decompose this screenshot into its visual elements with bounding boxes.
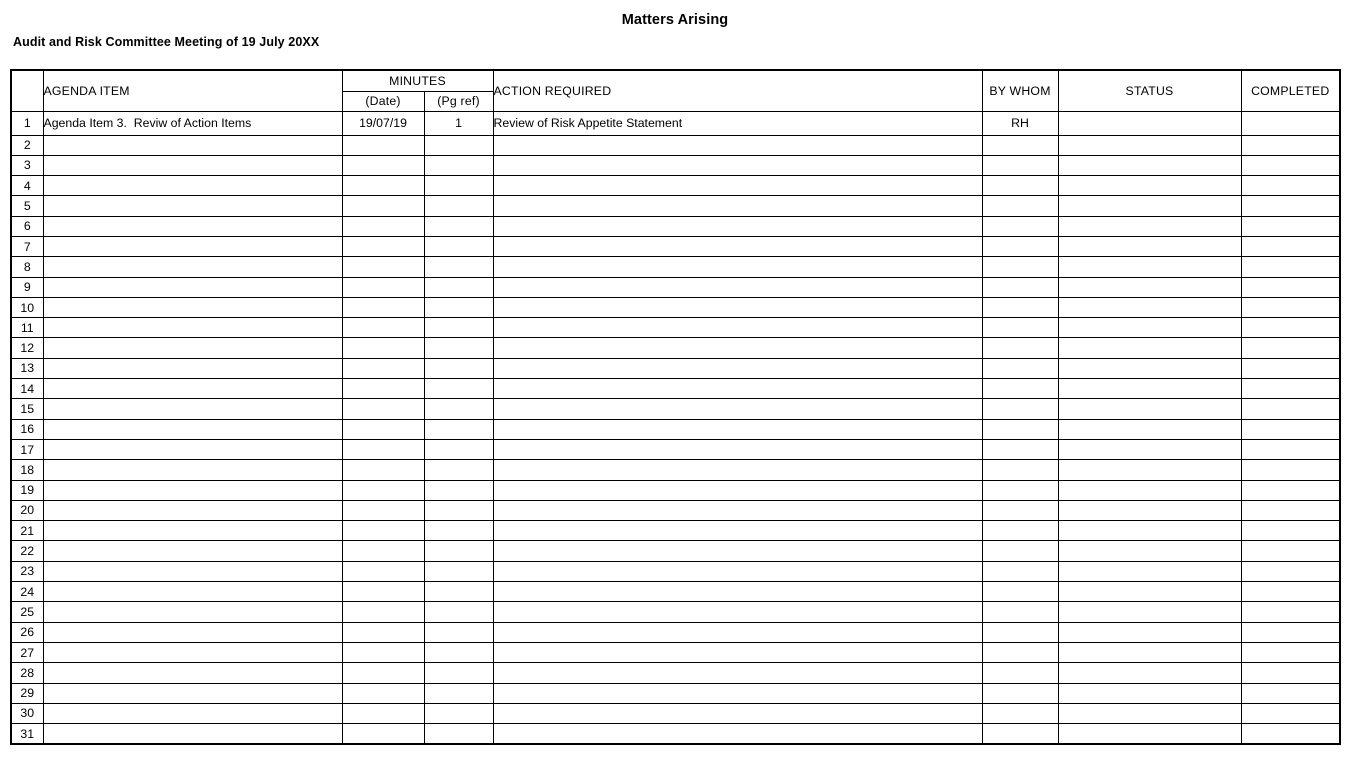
by-whom-cell[interactable]: [982, 724, 1058, 744]
table-row[interactable]: [11, 216, 1340, 236]
agenda-item-cell[interactable]: [43, 196, 342, 216]
agenda-item-cell[interactable]: [43, 399, 342, 419]
action-required-cell[interactable]: [493, 561, 982, 581]
minutes-pg-ref-cell[interactable]: [424, 460, 493, 480]
table-row[interactable]: [11, 135, 1340, 155]
minutes-date-cell[interactable]: [342, 297, 424, 317]
action-required-cell[interactable]: [493, 683, 982, 703]
minutes-date-cell[interactable]: [342, 460, 424, 480]
action-required-cell[interactable]: [493, 399, 982, 419]
minutes-date-cell[interactable]: [342, 399, 424, 419]
by-whom-cell[interactable]: [982, 338, 1058, 358]
minutes-pg-ref-cell[interactable]: [424, 642, 493, 662]
table-row[interactable]: [11, 642, 1340, 662]
status-cell[interactable]: [1058, 460, 1241, 480]
minutes-pg-ref-cell[interactable]: [424, 724, 493, 744]
agenda-item-cell[interactable]: [43, 724, 342, 744]
by-whom-cell[interactable]: [982, 622, 1058, 642]
by-whom-cell[interactable]: [982, 196, 1058, 216]
table-row[interactable]: [11, 582, 1340, 602]
action-required-cell[interactable]: [493, 379, 982, 399]
action-required-cell[interactable]: [493, 257, 982, 277]
by-whom-cell[interactable]: [982, 541, 1058, 561]
agenda-item-cell[interactable]: [43, 602, 342, 622]
minutes-pg-ref-cell[interactable]: [424, 379, 493, 399]
agenda-item-cell[interactable]: [43, 541, 342, 561]
minutes-date-cell[interactable]: [342, 582, 424, 602]
status-cell[interactable]: [1058, 358, 1241, 378]
by-whom-cell[interactable]: [982, 135, 1058, 155]
agenda-item-cell[interactable]: [43, 582, 342, 602]
completed-cell[interactable]: [1241, 663, 1340, 683]
minutes-pg-ref-cell[interactable]: [424, 155, 493, 175]
row-number-cell: 21: [11, 521, 43, 541]
by-whom-cell[interactable]: [982, 703, 1058, 723]
agenda-item-cell[interactable]: Agenda Item 3. Reviw of Action Items: [43, 111, 342, 135]
agenda-item-cell[interactable]: [43, 155, 342, 175]
by-whom-cell[interactable]: [982, 602, 1058, 622]
completed-cell[interactable]: [1241, 338, 1340, 358]
completed-cell[interactable]: [1241, 561, 1340, 581]
minutes-date-cell[interactable]: [342, 703, 424, 723]
agenda-item-cell[interactable]: [43, 358, 342, 378]
completed-cell[interactable]: [1241, 111, 1340, 135]
completed-cell[interactable]: [1241, 277, 1340, 297]
completed-cell[interactable]: [1241, 419, 1340, 439]
agenda-item-cell[interactable]: [43, 257, 342, 277]
row-number-cell: 11: [11, 318, 43, 338]
column-header-agenda-item: AGENDA ITEM: [43, 70, 342, 111]
by-whom-cell[interactable]: [982, 216, 1058, 236]
completed-cell[interactable]: [1241, 358, 1340, 378]
minutes-pg-ref-cell[interactable]: [424, 582, 493, 602]
row-number-cell: 16: [11, 419, 43, 439]
row-number-cell: 22: [11, 541, 43, 561]
by-whom-cell[interactable]: [982, 399, 1058, 419]
agenda-item-cell[interactable]: [43, 277, 342, 297]
completed-cell[interactable]: [1241, 155, 1340, 175]
minutes-pg-ref-cell[interactable]: [424, 196, 493, 216]
table-row[interactable]: [11, 277, 1340, 297]
column-header-completed: COMPLETED: [1241, 70, 1340, 111]
row-number-cell: 7: [11, 236, 43, 256]
status-cell[interactable]: [1058, 318, 1241, 338]
by-whom-cell[interactable]: [982, 460, 1058, 480]
by-whom-cell[interactable]: RH: [982, 111, 1058, 135]
minutes-pg-ref-cell[interactable]: [424, 176, 493, 196]
row-number-cell: 23: [11, 561, 43, 581]
action-required-cell[interactable]: [493, 521, 982, 541]
table-row[interactable]: [11, 257, 1340, 277]
status-cell[interactable]: [1058, 111, 1241, 135]
completed-cell[interactable]: [1241, 683, 1340, 703]
matters-arising-table: [10, 69, 1341, 745]
action-required-cell[interactable]: [493, 216, 982, 236]
completed-cell[interactable]: [1241, 582, 1340, 602]
column-header-action-required: ACTION REQUIRED: [493, 70, 982, 111]
action-required-cell[interactable]: [493, 582, 982, 602]
row-number-cell: 8: [11, 257, 43, 277]
status-cell[interactable]: [1058, 419, 1241, 439]
agenda-item-cell[interactable]: [43, 379, 342, 399]
status-cell[interactable]: [1058, 582, 1241, 602]
row-number-cell: 29: [11, 683, 43, 703]
row-number-cell: 14: [11, 379, 43, 399]
row-number-cell: 30: [11, 703, 43, 723]
completed-cell[interactable]: [1241, 236, 1340, 256]
row-number-cell: 13: [11, 358, 43, 378]
table-row[interactable]: [11, 297, 1340, 317]
completed-cell[interactable]: [1241, 724, 1340, 744]
by-whom-cell[interactable]: [982, 236, 1058, 256]
minutes-pg-ref-cell[interactable]: [424, 277, 493, 297]
action-required-cell[interactable]: [493, 541, 982, 561]
row-number-cell: 10: [11, 297, 43, 317]
minutes-date-cell[interactable]: [342, 155, 424, 175]
completed-cell[interactable]: [1241, 399, 1340, 419]
agenda-item-cell[interactable]: [43, 176, 342, 196]
minutes-pg-ref-cell[interactable]: [424, 338, 493, 358]
status-cell[interactable]: [1058, 703, 1241, 723]
table-row[interactable]: [11, 419, 1340, 439]
completed-cell[interactable]: [1241, 541, 1340, 561]
completed-cell[interactable]: [1241, 379, 1340, 399]
by-whom-cell[interactable]: [982, 439, 1058, 459]
status-cell[interactable]: [1058, 155, 1241, 175]
action-required-cell[interactable]: [493, 724, 982, 744]
status-cell[interactable]: [1058, 176, 1241, 196]
table-row[interactable]: [11, 439, 1340, 459]
by-whom-cell[interactable]: [982, 582, 1058, 602]
by-whom-cell[interactable]: [982, 358, 1058, 378]
table-row[interactable]: [11, 338, 1340, 358]
minutes-pg-ref-cell[interactable]: [424, 399, 493, 419]
completed-cell[interactable]: [1241, 439, 1340, 459]
table-row[interactable]: [11, 460, 1340, 480]
column-header-by-whom: BY WHOM: [982, 70, 1058, 111]
minutes-pg-ref-cell[interactable]: [424, 622, 493, 642]
table-row[interactable]: [11, 480, 1340, 500]
by-whom-cell[interactable]: [982, 500, 1058, 520]
row-number-cell: 5: [11, 196, 43, 216]
status-cell[interactable]: [1058, 683, 1241, 703]
minutes-date-cell[interactable]: [342, 135, 424, 155]
row-number-cell: 28: [11, 663, 43, 683]
status-cell[interactable]: [1058, 521, 1241, 541]
minutes-pg-ref-cell[interactable]: [424, 318, 493, 338]
status-cell[interactable]: [1058, 622, 1241, 642]
row-number-cell: 9: [11, 277, 43, 297]
minutes-date-cell[interactable]: [342, 561, 424, 581]
minutes-date-cell[interactable]: [342, 439, 424, 459]
table-row[interactable]: [11, 561, 1340, 581]
by-whom-cell[interactable]: [982, 379, 1058, 399]
completed-cell[interactable]: [1241, 602, 1340, 622]
completed-cell[interactable]: [1241, 297, 1340, 317]
status-cell[interactable]: [1058, 196, 1241, 216]
status-cell[interactable]: [1058, 297, 1241, 317]
minutes-date-cell[interactable]: [342, 642, 424, 662]
row-number-cell: 1: [11, 111, 43, 135]
completed-cell[interactable]: [1241, 216, 1340, 236]
action-required-cell[interactable]: [493, 663, 982, 683]
action-required-cell[interactable]: [493, 460, 982, 480]
agenda-item-cell[interactable]: [43, 419, 342, 439]
status-cell[interactable]: [1058, 257, 1241, 277]
table-row[interactable]: [11, 521, 1340, 541]
minutes-date-cell[interactable]: [342, 338, 424, 358]
action-required-cell[interactable]: [493, 196, 982, 216]
minutes-date-cell[interactable]: [342, 663, 424, 683]
action-required-cell[interactable]: [493, 135, 982, 155]
table-row[interactable]: [11, 500, 1340, 520]
status-cell[interactable]: [1058, 338, 1241, 358]
action-required-cell[interactable]: [493, 338, 982, 358]
minutes-date-cell[interactable]: [342, 236, 424, 256]
action-required-cell[interactable]: [493, 419, 982, 439]
minutes-pg-ref-cell[interactable]: 1: [424, 111, 493, 135]
agenda-item-cell[interactable]: [43, 297, 342, 317]
status-cell[interactable]: [1058, 663, 1241, 683]
action-required-cell[interactable]: [493, 602, 982, 622]
row-number-cell: 17: [11, 439, 43, 459]
action-required-cell[interactable]: [493, 703, 982, 723]
by-whom-cell[interactable]: [982, 257, 1058, 277]
table-row[interactable]: [11, 379, 1340, 399]
status-cell[interactable]: [1058, 480, 1241, 500]
row-number-cell: 12: [11, 338, 43, 358]
matters-arising-sheet: [10, 69, 1339, 745]
status-cell[interactable]: [1058, 602, 1241, 622]
minutes-date-cell[interactable]: [342, 318, 424, 338]
table-header: [11, 70, 1340, 111]
by-whom-cell[interactable]: [982, 318, 1058, 338]
completed-cell[interactable]: [1241, 642, 1340, 662]
action-required-cell[interactable]: Review of Risk Appetite Statement: [493, 111, 982, 135]
action-required-cell[interactable]: [493, 277, 982, 297]
action-required-cell[interactable]: [493, 622, 982, 642]
agenda-item-cell[interactable]: [43, 561, 342, 581]
agenda-item-cell[interactable]: [43, 338, 342, 358]
minutes-date-cell[interactable]: [342, 622, 424, 642]
minutes-date-cell[interactable]: [342, 683, 424, 703]
status-cell[interactable]: [1058, 642, 1241, 662]
table-row[interactable]: [11, 399, 1340, 419]
table-row[interactable]: [11, 602, 1340, 622]
completed-cell[interactable]: [1241, 703, 1340, 723]
minutes-date-cell[interactable]: 19/07/19: [342, 111, 424, 135]
minutes-date-cell[interactable]: [342, 257, 424, 277]
minutes-pg-ref-cell[interactable]: [424, 541, 493, 561]
completed-cell[interactable]: [1241, 480, 1340, 500]
row-number-cell: 4: [11, 176, 43, 196]
minutes-pg-ref-cell[interactable]: [424, 683, 493, 703]
action-required-cell[interactable]: [493, 176, 982, 196]
action-required-cell[interactable]: [493, 236, 982, 256]
row-number-cell: 6: [11, 216, 43, 236]
minutes-date-cell[interactable]: [342, 480, 424, 500]
agenda-item-cell[interactable]: [43, 216, 342, 236]
minutes-pg-ref-cell[interactable]: [424, 439, 493, 459]
table-row[interactable]: [11, 318, 1340, 338]
agenda-item-cell[interactable]: [43, 236, 342, 256]
row-number-cell: 27: [11, 642, 43, 662]
minutes-date-cell[interactable]: [342, 358, 424, 378]
column-header-minutes-pg-ref: (Pg ref): [424, 91, 493, 111]
page-title: Matters Arising: [621, 12, 729, 28]
by-whom-cell[interactable]: [982, 561, 1058, 581]
minutes-date-cell[interactable]: [342, 277, 424, 297]
table-row[interactable]: [11, 176, 1340, 196]
completed-cell[interactable]: [1241, 622, 1340, 642]
minutes-pg-ref-cell[interactable]: [424, 602, 493, 622]
agenda-item-cell[interactable]: [43, 460, 342, 480]
agenda-item-cell[interactable]: [43, 642, 342, 662]
table-row[interactable]: [11, 358, 1340, 378]
action-required-cell[interactable]: [493, 480, 982, 500]
column-header-status: STATUS: [1058, 70, 1241, 111]
minutes-pg-ref-cell[interactable]: [424, 236, 493, 256]
table-row[interactable]: [11, 111, 1340, 135]
row-number-cell: 25: [11, 602, 43, 622]
meeting-subtitle: Audit and Risk Committee Meeting of 19 July 20XX: [13, 35, 320, 49]
row-number-cell: 3: [11, 155, 43, 175]
agenda-item-cell[interactable]: [43, 500, 342, 520]
row-number-cell: 26: [11, 622, 43, 642]
column-header-minutes-date: (Date): [342, 91, 424, 111]
agenda-item-cell[interactable]: [43, 622, 342, 642]
minutes-pg-ref-cell[interactable]: [424, 663, 493, 683]
by-whom-cell[interactable]: [982, 297, 1058, 317]
minutes-date-cell[interactable]: [342, 602, 424, 622]
agenda-item-cell[interactable]: [43, 683, 342, 703]
agenda-item-cell[interactable]: [43, 663, 342, 683]
header-row-primary: [11, 70, 1340, 91]
row-number-cell: 19: [11, 480, 43, 500]
action-required-cell[interactable]: [493, 358, 982, 378]
status-cell[interactable]: [1058, 399, 1241, 419]
by-whom-cell[interactable]: [982, 521, 1058, 541]
by-whom-cell[interactable]: [982, 642, 1058, 662]
minutes-date-cell[interactable]: [342, 521, 424, 541]
agenda-item-cell[interactable]: [43, 439, 342, 459]
minutes-date-cell[interactable]: [342, 176, 424, 196]
action-required-cell[interactable]: [493, 439, 982, 459]
table-row[interactable]: [11, 622, 1340, 642]
minutes-pg-ref-cell[interactable]: [424, 216, 493, 236]
completed-cell[interactable]: [1241, 135, 1340, 155]
by-whom-cell[interactable]: [982, 277, 1058, 297]
status-cell[interactable]: [1058, 379, 1241, 399]
minutes-date-cell[interactable]: [342, 216, 424, 236]
agenda-item-cell[interactable]: [43, 135, 342, 155]
by-whom-cell[interactable]: [982, 176, 1058, 196]
agenda-item-cell[interactable]: [43, 703, 342, 723]
table-row[interactable]: [11, 196, 1340, 216]
action-required-cell[interactable]: [493, 155, 982, 175]
action-required-cell[interactable]: [493, 500, 982, 520]
table-row[interactable]: [11, 541, 1340, 561]
column-header-minutes: MINUTES: [342, 70, 493, 91]
status-cell[interactable]: [1058, 236, 1241, 256]
minutes-pg-ref-cell[interactable]: [424, 703, 493, 723]
by-whom-cell[interactable]: [982, 683, 1058, 703]
table-row[interactable]: [11, 663, 1340, 683]
row-number-cell: 18: [11, 460, 43, 480]
table-row[interactable]: [11, 236, 1340, 256]
status-cell[interactable]: [1058, 724, 1241, 744]
action-required-cell[interactable]: [493, 297, 982, 317]
minutes-date-cell[interactable]: [342, 724, 424, 744]
minutes-pg-ref-cell[interactable]: [424, 480, 493, 500]
minutes-pg-ref-cell[interactable]: [424, 419, 493, 439]
minutes-pg-ref-cell[interactable]: [424, 297, 493, 317]
completed-cell[interactable]: [1241, 196, 1340, 216]
minutes-date-cell[interactable]: [342, 419, 424, 439]
completed-cell[interactable]: [1241, 318, 1340, 338]
completed-cell[interactable]: [1241, 176, 1340, 196]
row-number-cell: 31: [11, 724, 43, 744]
row-number-cell: 2: [11, 135, 43, 155]
by-whom-cell[interactable]: [982, 155, 1058, 175]
table-row[interactable]: [11, 155, 1340, 175]
by-whom-cell[interactable]: [982, 419, 1058, 439]
table-body: [11, 111, 1340, 744]
status-cell[interactable]: [1058, 541, 1241, 561]
row-number-cell: 24: [11, 582, 43, 602]
minutes-pg-ref-cell[interactable]: [424, 521, 493, 541]
status-cell[interactable]: [1058, 216, 1241, 236]
status-cell[interactable]: [1058, 561, 1241, 581]
minutes-pg-ref-cell[interactable]: [424, 257, 493, 277]
minutes-pg-ref-cell[interactable]: [424, 358, 493, 378]
action-required-cell[interactable]: [493, 642, 982, 662]
status-cell[interactable]: [1058, 439, 1241, 459]
table-row[interactable]: [11, 724, 1340, 744]
by-whom-cell[interactable]: [982, 480, 1058, 500]
minutes-date-cell[interactable]: [342, 541, 424, 561]
agenda-item-cell[interactable]: [43, 480, 342, 500]
action-required-cell[interactable]: [493, 318, 982, 338]
minutes-date-cell[interactable]: [342, 196, 424, 216]
completed-cell[interactable]: [1241, 460, 1340, 480]
row-number-cell: 20: [11, 500, 43, 520]
completed-cell[interactable]: [1241, 521, 1340, 541]
minutes-pg-ref-cell[interactable]: [424, 500, 493, 520]
minutes-pg-ref-cell[interactable]: [424, 135, 493, 155]
minutes-pg-ref-cell[interactable]: [424, 561, 493, 581]
completed-cell[interactable]: [1241, 257, 1340, 277]
table-row[interactable]: [11, 703, 1340, 723]
by-whom-cell[interactable]: [982, 663, 1058, 683]
completed-cell[interactable]: [1241, 500, 1340, 520]
status-cell[interactable]: [1058, 500, 1241, 520]
minutes-date-cell[interactable]: [342, 500, 424, 520]
agenda-item-cell[interactable]: [43, 521, 342, 541]
status-cell[interactable]: [1058, 135, 1241, 155]
agenda-item-cell[interactable]: [43, 318, 342, 338]
row-number-cell: 15: [11, 399, 43, 419]
status-cell[interactable]: [1058, 277, 1241, 297]
table-row[interactable]: [11, 683, 1340, 703]
column-header-row-number: [11, 70, 43, 111]
minutes-date-cell[interactable]: [342, 379, 424, 399]
